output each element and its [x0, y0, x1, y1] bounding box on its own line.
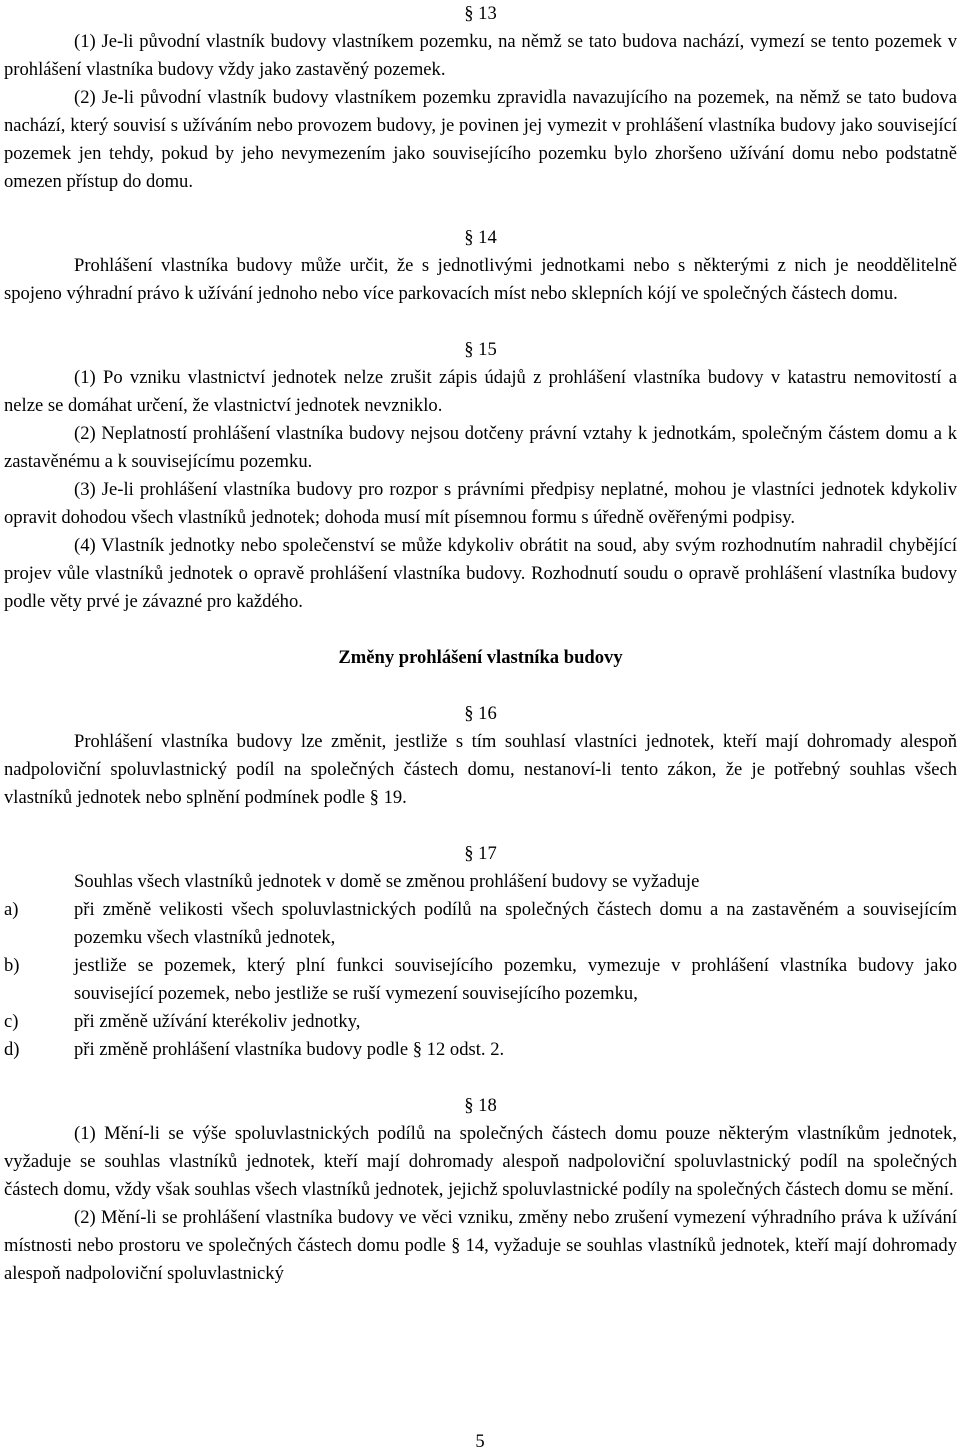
section-15-mark: § 15: [464, 339, 497, 360]
list-item-label: b): [4, 955, 20, 976]
section-18-mark: § 18: [464, 1095, 497, 1116]
list-item: [4, 1036, 957, 1064]
section-15-para-4: (4) Vlastník jednotky nebo společenství se může kdykoliv obrátit na soud, aby svým rozhodnutím nahradil chybějící projev vůle vlastníků jednotek o opravě prohlášení vlastníka budovy. Rozhodnutí soudu o opravě prohlášení vlastníka budovy podle věty prvé je závazné pro každého.: [4, 535, 957, 612]
section-13-para-2: (2) Je-li původní vlastník budovy vlastníkem pozemku zpravidla navazujícího na pozemek, na němž se tato budova nachází, který souvisí s užíváním nebo provozem budovy, je povinen jej vymezit v prohlášení vlastníka budovy jako související pozemek jen tehdy, pokud by jeho nevymezením jako souvisejícího pozemku bylo zhoršeno užívání domu nebo podstatně omezen přístup do domu.: [4, 87, 957, 192]
section-15-para-3: (3) Je-li prohlášení vlastníka budovy pro rozpor s právními předpisy neplatné, mohou je vlastníci jednotek kdykoliv opravit dohodou všech vlastníků jednotek; dohoda musí mít písemnou formu s úředně ověřenými podpisy.: [4, 479, 957, 528]
list-item-text: při změně prohlášení vlastníka budovy podle § 12 odst. 2.: [74, 1039, 505, 1060]
list-item: [4, 896, 957, 952]
list-item-text: jestliže se pozemek, který plní funkci souvisejícího pozemku, vymezuje v prohlášení vlastníka budovy jako související pozemek, nebo jestliže se ruší vymezení souvisejícího pozemku,: [74, 955, 957, 1004]
section-13-mark: § 13: [464, 3, 497, 24]
section-14-para-1: Prohlášení vlastníka budovy může určit, že s jednotlivými jednotkami nebo s některými z nich je neoddělitelně spojeno výhradní právo k užívání jednoho nebo více parkovacích míst nebo sklepních kójí ve společných částech domu.: [4, 255, 957, 304]
section-17-intro: Souhlas všech vlastníků jednotek v domě se změnou prohlášení budovy se vyžaduje: [74, 871, 700, 892]
section-18-para-1: (1) Mění-li se výše spoluvlastnických podílů na společných částech domu pouze některým vlastníkům jednotek, vyžaduje se souhlas vlastníků jednotek, kteří mají dohromady alespoň nadpoloviční spoluvlastnický podíl na společných částech domu, vždy však souhlas všech vlastníků jednotek, jejichž spoluvlastnické podíly na společných částech domu se mění.: [4, 1123, 957, 1200]
list-item-label: c): [4, 1011, 19, 1032]
section-18-para-2: (2) Mění-li se prohlášení vlastníka budovy ve věci vzniku, změny nebo zrušení vymezení výhradního práva k užívání místnosti nebo prostoru ve společných částech domu podle § 14, vyžaduje se souhlas vlastníků jednotek, kteří mají dohromady alespoň nadpoloviční spoluvlastnický: [4, 1207, 957, 1284]
list-item-label: d): [4, 1039, 20, 1060]
section-14-mark: § 14: [464, 227, 497, 248]
document-page: [4, 0, 957, 1288]
section-13-para-1: (1) Je-li původní vlastník budovy vlastníkem pozemku, na němž se tato budova nachází, vymezí se tento pozemek v prohlášení vlastníka budovy vždy jako zastavěný pozemek.: [4, 31, 957, 80]
section-15-para-2: (2) Neplatností prohlášení vlastníka budovy nejsou dotčeny právní vztahy k jednotkám, společným částem domu a k zastavěnému a k souvisejícímu pozemku.: [4, 423, 957, 472]
list-item-text: při změně užívání kterékoliv jednotky,: [74, 1011, 361, 1032]
list-item-label: a): [4, 899, 19, 920]
page-number: 5: [475, 1431, 485, 1452]
section-16-para-1: Prohlášení vlastníka budovy lze změnit, jestliže s tím souhlasí vlastníci jednotek, kteří mají dohromady alespoň nadpoloviční spoluvlastnický podíl na společných částech domu, nestanoví-li tento zákon, že je potřebný souhlas všech vlastníků jednotek nebo splnění podmínek podle § 19.: [4, 731, 957, 808]
section-16-mark: § 16: [464, 703, 497, 724]
section-15-para-1: (1) Po vzniku vlastnictví jednotek nelze zrušit zápis údajů z prohlášení vlastníka budovy v katastru nemovitostí a nelze se domáhat určení, že vlastnictví jednotek nevzniklo.: [4, 367, 957, 416]
chapter-heading: Změny prohlášení vlastníka budovy: [338, 647, 623, 668]
list-item: [4, 952, 957, 1008]
section-17-mark: § 17: [464, 843, 497, 864]
list-item-text: při změně velikosti všech spoluvlastnických podílů na společných částech domu a na zastavěném a souvisejícím pozemku všech vlastníků jednotek,: [74, 899, 957, 948]
list-item: [4, 1008, 957, 1036]
